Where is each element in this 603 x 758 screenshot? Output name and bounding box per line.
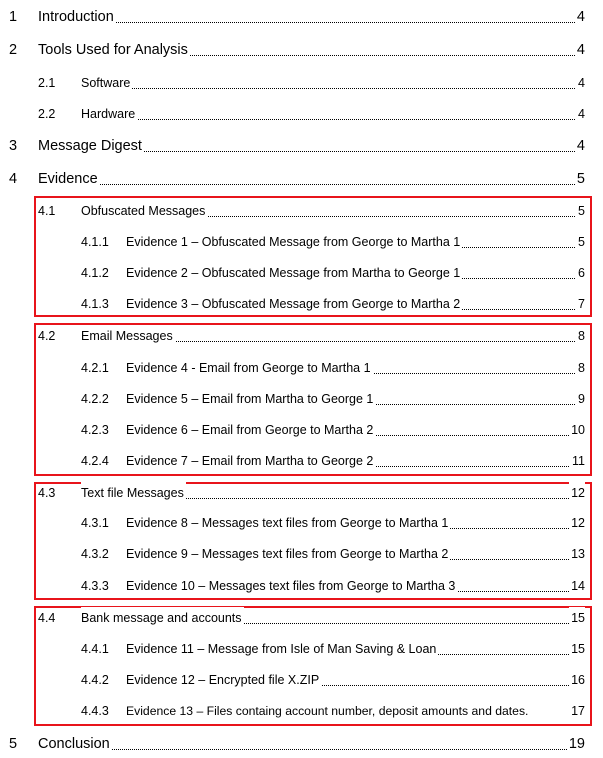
toc-number: 4.1.3 bbox=[81, 297, 109, 311]
toc-page: 14 bbox=[569, 575, 585, 597]
toc-entry[interactable] bbox=[0, 388, 603, 410]
toc-number: 4.2.2 bbox=[81, 392, 109, 406]
toc-title: Conclusion bbox=[38, 733, 112, 755]
toc-number: 4.1.2 bbox=[81, 266, 109, 280]
toc-entry[interactable] bbox=[0, 575, 603, 597]
toc-number: 4.2.3 bbox=[81, 423, 109, 437]
toc-entry[interactable] bbox=[0, 6, 603, 28]
toc-number: 2 bbox=[9, 42, 18, 58]
toc-title: Hardware bbox=[81, 103, 137, 125]
toc-title: Evidence 5 – Email from Martha to George 1 bbox=[126, 388, 375, 410]
toc-number: 1 bbox=[9, 9, 18, 25]
toc-entry[interactable] bbox=[0, 607, 603, 629]
toc-title: Tools Used for Analysis bbox=[38, 39, 190, 61]
toc-page: 12 bbox=[569, 512, 585, 534]
toc-entry[interactable] bbox=[0, 419, 603, 441]
toc-title: Evidence 10 – Messages text files from George to Martha 3 bbox=[126, 575, 457, 597]
toc-title: Software bbox=[81, 72, 132, 94]
toc-title: Introduction bbox=[38, 6, 116, 28]
toc-entry[interactable] bbox=[0, 72, 603, 94]
toc-entry[interactable] bbox=[0, 700, 603, 722]
toc-title: Evidence 6 – Email from George to Martha 2 bbox=[126, 419, 375, 441]
toc-page: 6 bbox=[576, 262, 585, 284]
toc-title: Email Messages bbox=[81, 325, 175, 347]
toc-page: 19 bbox=[567, 733, 585, 755]
toc-number: 4.3.2 bbox=[81, 547, 109, 561]
toc-page: 4 bbox=[576, 72, 585, 94]
toc-title: Evidence 3 – Obfuscated Message from George to Martha 2 bbox=[126, 293, 462, 315]
toc-entry[interactable] bbox=[0, 325, 603, 347]
toc-page: 17 bbox=[569, 700, 585, 722]
toc-title: Obfuscated Messages bbox=[81, 200, 207, 222]
toc-entry[interactable] bbox=[0, 168, 603, 190]
toc-page: 15 bbox=[569, 638, 585, 660]
toc-title: Bank message and accounts bbox=[81, 607, 244, 629]
toc-title: Message Digest bbox=[38, 135, 144, 157]
toc-entry[interactable] bbox=[0, 669, 603, 691]
toc-entry[interactable] bbox=[0, 638, 603, 660]
toc-number: 4.4.2 bbox=[81, 673, 109, 687]
toc-number: 2.2 bbox=[38, 107, 56, 121]
toc-page: 5 bbox=[576, 231, 585, 253]
toc-title: Evidence 8 – Messages text files from George to Martha 1 bbox=[126, 512, 450, 534]
toc-entry[interactable] bbox=[0, 357, 603, 379]
toc-page: 4 bbox=[575, 135, 585, 157]
dot-leader bbox=[38, 749, 573, 750]
toc-page: 10 bbox=[569, 419, 585, 441]
toc-entry[interactable] bbox=[0, 135, 603, 157]
toc-page: 5 bbox=[576, 200, 585, 222]
toc-number: 4.1 bbox=[38, 204, 56, 218]
toc-page: 4 bbox=[576, 103, 585, 125]
toc-number: 4.2.4 bbox=[81, 454, 109, 468]
toc-number: 4.2.1 bbox=[81, 361, 109, 375]
toc-page: 5 bbox=[575, 168, 585, 190]
toc-title: Evidence 13 – Files containg account number, deposit amounts and dates. bbox=[126, 700, 530, 722]
toc-number: 4.3 bbox=[38, 486, 56, 500]
toc-entry[interactable] bbox=[0, 733, 603, 755]
toc-title: Evidence bbox=[38, 168, 100, 190]
toc-number: 4.4.3 bbox=[81, 704, 109, 718]
toc-entry[interactable] bbox=[0, 293, 603, 315]
toc-number: 3 bbox=[9, 138, 18, 154]
toc-entry[interactable] bbox=[0, 200, 603, 222]
toc-entry[interactable] bbox=[0, 512, 603, 534]
dot-leader bbox=[38, 22, 583, 23]
toc-page: 15 bbox=[569, 607, 585, 629]
toc-page: 8 bbox=[576, 357, 585, 379]
toc-number: 4.4.1 bbox=[81, 642, 109, 656]
toc-number: 4.2 bbox=[38, 329, 56, 343]
toc-page: 11 bbox=[570, 450, 585, 472]
toc-number: 5 bbox=[9, 736, 18, 752]
toc-page: 12 bbox=[569, 482, 585, 504]
toc-title: Evidence 1 – Obfuscated Message from George to Martha 1 bbox=[126, 231, 462, 253]
toc-entry[interactable] bbox=[0, 543, 603, 565]
dot-leader bbox=[38, 184, 583, 185]
toc-title: Text file Messages bbox=[81, 482, 186, 504]
toc-title: Evidence 12 – Encrypted file X.ZIP bbox=[126, 669, 321, 691]
toc-entry[interactable] bbox=[0, 103, 603, 125]
toc-entry[interactable] bbox=[0, 39, 603, 61]
toc-title: Evidence 7 – Email from Martha to George 2 bbox=[126, 450, 375, 472]
toc-page: 16 bbox=[569, 669, 585, 691]
toc-number: 2.1 bbox=[38, 76, 56, 90]
toc-page: 13 bbox=[569, 543, 585, 565]
toc-entry[interactable] bbox=[0, 482, 603, 504]
toc-number: 4.3.3 bbox=[81, 579, 109, 593]
dot-leader bbox=[81, 88, 583, 89]
toc-page: 7 bbox=[576, 293, 585, 315]
toc-page: 8 bbox=[576, 325, 585, 347]
toc-page: 9 bbox=[576, 388, 585, 410]
toc-title: Evidence 4 - Email from George to Martha 1 bbox=[126, 357, 373, 379]
toc-title: Evidence 2 – Obfuscated Message from Martha to George 1 bbox=[126, 262, 462, 284]
toc-entry[interactable] bbox=[0, 450, 603, 472]
toc-entry[interactable] bbox=[0, 231, 603, 253]
toc-page: 4 bbox=[575, 6, 585, 28]
toc-page: 4 bbox=[575, 39, 585, 61]
toc-number: 4.3.1 bbox=[81, 516, 109, 530]
toc-title: Evidence 11 – Message from Isle of Man Saving & Loan bbox=[126, 638, 438, 660]
toc-title: Evidence 9 – Messages text files from George to Martha 2 bbox=[126, 543, 450, 565]
toc-number: 4.4 bbox=[38, 611, 56, 625]
toc-number: 4 bbox=[9, 171, 18, 187]
toc-number: 4.1.1 bbox=[81, 235, 109, 249]
toc-entry[interactable] bbox=[0, 262, 603, 284]
dot-leader bbox=[81, 119, 583, 120]
